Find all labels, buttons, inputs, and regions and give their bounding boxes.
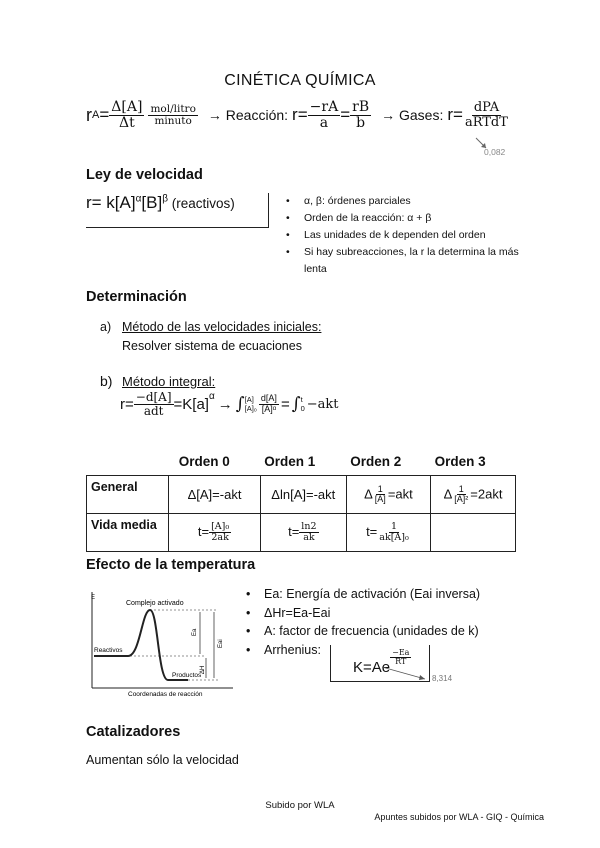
ea-label: Ea [192, 628, 198, 636]
axis-x-label: Coordenadas de reacción [128, 691, 203, 698]
b-int1-upper: [A] [244, 395, 254, 405]
rate-eq: = [99, 105, 110, 125]
b-int1-limits [245, 395, 257, 413]
axis-y-label: E [91, 595, 96, 601]
o3-num: 1 [458, 483, 464, 494]
gas-den: aRTdT [464, 114, 508, 130]
v0-den: 2ak [211, 532, 229, 543]
unit-den: minuto [154, 114, 192, 127]
page-title: CINÉTICA QUÍMICA [224, 72, 376, 89]
complex-label: Complejo activado [126, 600, 184, 607]
footer-center: Subido por WLA [265, 800, 335, 811]
o3-tail: =2akt [470, 485, 503, 501]
v2-fraction [377, 522, 411, 543]
list-item: • ΔHr=Ea-Eai [244, 604, 544, 623]
general-orden-0: Δ[A]=-akt [169, 476, 261, 514]
ley-heading: Ley de velocidad [86, 167, 203, 183]
unit-fraction [148, 104, 197, 127]
rb-num: rB [352, 99, 370, 115]
b-num: −d[A] [135, 390, 172, 404]
list-item: • Las unidades de k dependen del orden [284, 227, 524, 244]
delta-num: Δ[A] [111, 99, 143, 115]
ra-rb-eq: = [340, 105, 351, 125]
gas-num: dPA [473, 100, 500, 116]
arrhenius-base: K=Ae [353, 659, 391, 676]
v1-den: ak [303, 532, 315, 543]
b-integral-2: ∫ [291, 394, 301, 415]
ley-formula-main: r= k[A] [86, 193, 136, 212]
list-item: • α, β: órdenes parciales [284, 193, 524, 210]
metodo-a-title: Método de las velocidades iniciales: [122, 320, 322, 334]
header-orden-3: Orden 3 [431, 447, 516, 476]
arrhenius-num: −Ea [392, 648, 410, 657]
vida-orden-0 [169, 514, 261, 552]
vida-orden-3 [431, 514, 516, 552]
row-general-label: General [87, 476, 169, 514]
energy-diagram [88, 588, 238, 700]
determinacion-heading: Determinación [86, 289, 187, 305]
r-constant: 0,082 [484, 147, 506, 157]
rb-den: b [356, 114, 366, 131]
v2-t: t= [366, 523, 378, 539]
list-item: • Ea: Energía de activación (Eai inversa) [244, 585, 544, 604]
productos-label: Productos [172, 672, 202, 679]
catalizadores-text: Aumentan sólo la velocidad [86, 753, 239, 767]
v2-den: ak[A]₀ [379, 532, 409, 543]
rate-r: r [86, 104, 92, 125]
list-item: • Orden de la reacción: α + β [284, 210, 524, 227]
b-integral-1: ∫ [235, 394, 245, 415]
ley-formula-box [86, 193, 269, 228]
ley-formula-tail: (reactivos) [167, 196, 235, 211]
rate-formula [86, 100, 510, 130]
list-item: • A: factor de frecuencia (unidades de k) [244, 622, 544, 641]
delta-den: Δt [118, 114, 135, 131]
vida-orden-1 [260, 514, 346, 552]
r-note: 8,314 [432, 674, 453, 683]
ley-bullets [284, 193, 524, 278]
general-orden-1: Δln[A]=-akt [260, 476, 346, 514]
metodo-a-label: a) [100, 320, 112, 334]
b-arrow: → [217, 395, 233, 413]
delta-fraction [109, 100, 144, 130]
arrow-gases: → Gases: [381, 107, 444, 124]
header-orden-2: Orden 2 [346, 447, 430, 476]
b-int1-lower: [A]₀ [244, 404, 257, 414]
dh-label: ΔH [200, 665, 206, 674]
header-orden-0: Orden 0 [169, 447, 261, 476]
v0-t: t= [197, 523, 210, 539]
temperatura-heading: Efecto de la temperatura [86, 557, 256, 573]
eai-label: Eai [218, 639, 224, 648]
b-int2-upper: t [300, 395, 303, 405]
table-row [87, 476, 516, 514]
metodo-b-formula [120, 391, 338, 417]
metodo-a [100, 318, 321, 356]
general-orden-3 [431, 476, 516, 514]
row-vida-media-label: Vida media [87, 514, 169, 552]
o3-delta: Δ [443, 485, 453, 501]
catalizadores-heading: Catalizadores [86, 724, 181, 740]
v1-num: ln2 [301, 521, 317, 533]
reactivos-label: Reactivos [94, 647, 123, 654]
metodo-a-desc: Resolver sistema de ecuaciones [122, 339, 302, 353]
o2-fraction [373, 485, 388, 505]
b-int2-limits [301, 395, 305, 413]
v2-num: 1 [391, 521, 398, 533]
b-int-num: d[A] [260, 393, 277, 404]
v0-num: [A]₀ [211, 521, 230, 533]
list-item: • Si hay subreacciones, la r la determina la más lenta [284, 244, 524, 278]
b-int-den: [A]ᵅ [261, 403, 277, 414]
header-orden-1: Orden 1 [260, 447, 346, 476]
reaction-curve [94, 610, 188, 680]
ra-fraction [308, 100, 341, 130]
metodo-b-title: Método integral: [122, 374, 216, 389]
table-header-row [87, 447, 516, 476]
ley-formula-mid: [B] [141, 193, 163, 212]
footer-right: Apuntes subidos por WLA - GIQ - Química [374, 812, 544, 822]
o2-delta: Δ [364, 485, 373, 501]
arrow-reaccion: → Reacción: [207, 107, 289, 124]
ra-den: a [319, 114, 329, 131]
rb-fraction [350, 100, 371, 130]
v1-fraction [299, 522, 318, 543]
table-row [87, 514, 516, 552]
list-item: • Arrhenius: [244, 641, 544, 660]
metodo-b-label: b) [100, 373, 113, 389]
b-int-fraction [259, 394, 279, 414]
b-tail: −akt [306, 396, 339, 412]
general-orden-2 [346, 476, 430, 514]
rate-sub: A [92, 109, 100, 122]
o3-fraction [452, 485, 470, 505]
o2-num: 1 [377, 483, 383, 494]
b-int2-lower: 0 [300, 404, 305, 414]
r-gases: r= [447, 105, 463, 125]
o2-den: [A] [374, 494, 386, 504]
b-eq: =K[a] [173, 395, 209, 413]
arrhenius-den: RT [395, 657, 407, 667]
v1-t: t= [288, 523, 300, 539]
ra-num: −rA [309, 99, 339, 115]
b-den: adt [143, 403, 164, 418]
ley-alpha: α [135, 193, 142, 205]
r-note-arrow-icon [380, 664, 430, 684]
orders-table [86, 447, 516, 552]
ley-beta: β [162, 193, 168, 205]
vida-orden-2 [346, 514, 430, 552]
b-r: r= [120, 395, 134, 413]
gas-fraction [463, 101, 510, 129]
r-reaccion: r= [292, 105, 308, 125]
b-fraction [134, 391, 174, 417]
metodo-b [100, 373, 215, 389]
unit-num: mol/litro [150, 102, 196, 115]
b-eq2: = [280, 395, 290, 413]
b-alpha: α [208, 391, 215, 402]
table-corner [87, 447, 169, 476]
v0-fraction [209, 522, 231, 543]
o3-den: [A]² [454, 494, 469, 504]
o2-tail: =akt [387, 485, 413, 501]
